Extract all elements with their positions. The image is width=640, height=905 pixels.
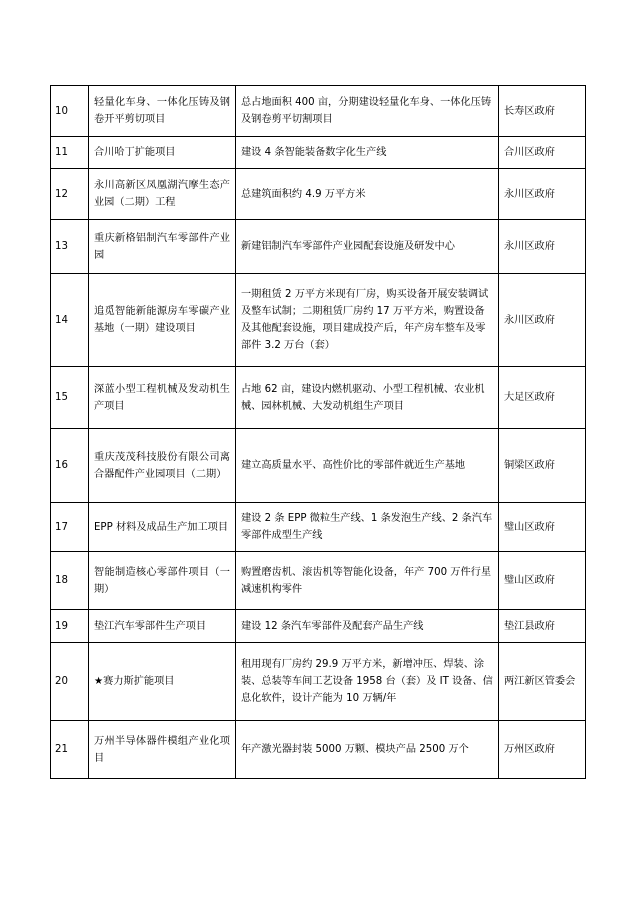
document-page: [50, 85, 585, 779]
row-number: 17: [51, 503, 89, 552]
project-content: 总占地面积 400 亩，分期建设轻量化车身、一体化压铸及钢卷剪平切割项目: [236, 86, 499, 137]
row-number: 18: [51, 552, 89, 610]
responsible-unit: 两江新区管委会: [499, 643, 586, 721]
project-name: 重庆茂茂科技股份有限公司离合器配件产业园项目（二期）: [89, 429, 236, 503]
project-name: 合川哈丁扩能项目: [89, 137, 236, 169]
responsible-unit: 永川区政府: [499, 274, 586, 367]
project-content: 租用现有厂房约 29.9 万平方米，新增冲压、焊装、涂装、总装等车间工艺设备 1958 台（套）及 IT 设备、信息化软件，设计产能为 10 万辆/年: [236, 643, 499, 721]
project-content: 占地 62 亩，建设内燃机驱动、小型工程机械、农业机械、园林机械、大发动机组生产项目: [236, 367, 499, 429]
project-content: 建设 4 条智能装备数字化生产线: [236, 137, 499, 169]
responsible-unit: 璧山区政府: [499, 552, 586, 610]
table-row: [51, 610, 586, 643]
row-number: 13: [51, 220, 89, 274]
project-name: EPP 材料及成品生产加工项目: [89, 503, 236, 552]
table-row: [51, 169, 586, 220]
project-name: 永川高新区凤凰湖汽摩生态产业园（二期）工程: [89, 169, 236, 220]
project-name: 重庆新格铝制汽车零部件产业园: [89, 220, 236, 274]
table-row: [51, 367, 586, 429]
project-name: 智能制造核心零部件项目（一期）: [89, 552, 236, 610]
table-row: [51, 552, 586, 610]
project-content: 年产激光器封装 5000 万颗、模块产品 2500 万个: [236, 721, 499, 779]
responsible-unit: 万州区政府: [499, 721, 586, 779]
table-row: [51, 220, 586, 274]
project-content: 建设 2 条 EPP 微粒生产线、1 条发泡生产线、2 条汽车零部件成型生产线: [236, 503, 499, 552]
responsible-unit: 大足区政府: [499, 367, 586, 429]
table-row: [51, 643, 586, 721]
table-row: [51, 721, 586, 779]
row-number: 15: [51, 367, 89, 429]
responsible-unit: 璧山区政府: [499, 503, 586, 552]
table-row: [51, 274, 586, 367]
responsible-unit: 合川区政府: [499, 137, 586, 169]
project-name: 深蓝小型工程机械及发动机生产项目: [89, 367, 236, 429]
row-number: 10: [51, 86, 89, 137]
project-content: 一期租赁 2 万平方米现有厂房，购买设备开展安装调试及整车试制；二期租赁厂房约 17 万平方米，购置设备及其他配套设施，项目建成投产后，年产房车整车及零部件 3.2 万台（套）: [236, 274, 499, 367]
row-number: 16: [51, 429, 89, 503]
project-name: 万州半导体器件模组产业化项目: [89, 721, 236, 779]
responsible-unit: 永川区政府: [499, 220, 586, 274]
project-content: 建设 12 条汽车零部件及配套产品生产线: [236, 610, 499, 643]
table-row: [51, 137, 586, 169]
project-table: [50, 85, 586, 779]
row-number: 11: [51, 137, 89, 169]
responsible-unit: 永川区政府: [499, 169, 586, 220]
project-name: 垫江汽车零部件生产项目: [89, 610, 236, 643]
responsible-unit: 铜梁区政府: [499, 429, 586, 503]
row-number: 12: [51, 169, 89, 220]
project-name: 追觅智能新能源房车零碳产业基地（一期）建设项目: [89, 274, 236, 367]
project-name: ★赛力斯扩能项目: [89, 643, 236, 721]
project-content: 总建筑面积约 4.9 万平方米: [236, 169, 499, 220]
row-number: 21: [51, 721, 89, 779]
row-number: 14: [51, 274, 89, 367]
responsible-unit: 垫江县政府: [499, 610, 586, 643]
table-row: [51, 86, 586, 137]
project-content: 建立高质量水平、高性价比的零部件就近生产基地: [236, 429, 499, 503]
project-content: 购置磨齿机、滚齿机等智能化设备，年产 700 万件行星减速机构零件: [236, 552, 499, 610]
responsible-unit: 长寿区政府: [499, 86, 586, 137]
project-content: 新建铝制汽车零部件产业园配套设施及研发中心: [236, 220, 499, 274]
table-row: [51, 429, 586, 503]
table-row: [51, 503, 586, 552]
row-number: 20: [51, 643, 89, 721]
project-name: 轻量化车身、一体化压铸及钢卷开平剪切项目: [89, 86, 236, 137]
row-number: 19: [51, 610, 89, 643]
